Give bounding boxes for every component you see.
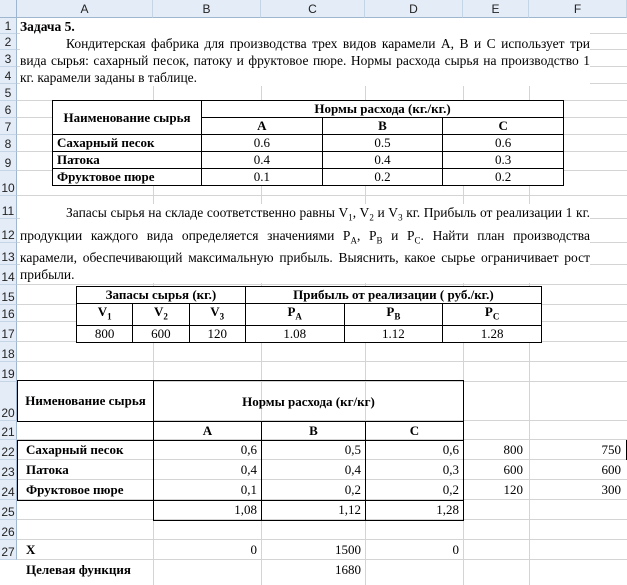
- task-text: [20, 18, 590, 86]
- row-header[interactable]: 1: [0, 18, 17, 34]
- sheet-cell[interactable]: 1,12: [338, 502, 361, 517]
- sheet-col-a: A: [202, 423, 213, 438]
- norms-row-name: Фруктовое пюре: [53, 169, 202, 186]
- row-header[interactable]: 17: [0, 322, 17, 342]
- task-title: Задача 5.: [20, 19, 75, 34]
- profit-col: $P_B$: [344, 304, 443, 326]
- sheet-cell[interactable]: 1,08: [234, 502, 257, 517]
- sheet-cell[interactable]: 0,2: [344, 482, 361, 497]
- sheet-cell[interactable]: 120: [503, 482, 523, 497]
- row-header[interactable]: 8: [0, 135, 17, 152]
- norms-value: 0.5: [322, 135, 443, 152]
- grid-line: [17, 539, 627, 540]
- sheet-cell[interactable]: 300: [601, 482, 621, 497]
- row-header[interactable]: 5: [0, 84, 17, 101]
- row-header[interactable]: 13: [0, 243, 17, 265]
- row-header[interactable]: 12: [0, 219, 17, 243]
- row-header[interactable]: 18: [0, 342, 17, 362]
- grid-line: [17, 284, 627, 285]
- row-header[interactable]: 15: [0, 285, 17, 305]
- norms-table-header: Нормы расхода (кг./кг.): [202, 101, 564, 118]
- norms-col-b: B: [322, 118, 443, 135]
- norms-value: 0.6: [202, 135, 323, 152]
- sheet-cell[interactable]: 1500: [335, 542, 361, 557]
- column-header-a[interactable]: A: [17, 0, 153, 18]
- goal-value[interactable]: 1680: [335, 562, 361, 577]
- row-header[interactable]: 23: [0, 460, 17, 480]
- column-header-e[interactable]: E: [463, 0, 529, 18]
- stock-value: 800: [77, 325, 133, 342]
- profit-col: $P_A$: [245, 304, 344, 326]
- sheet-cell[interactable]: 0: [250, 542, 257, 557]
- row-header[interactable]: 26: [0, 520, 17, 540]
- stock-value: 120: [189, 325, 245, 342]
- sheet-cell[interactable]: 750: [601, 442, 621, 457]
- row-header[interactable]: 11: [0, 196, 17, 219]
- select-all-corner[interactable]: [0, 0, 17, 18]
- stock-col: $V_1$: [77, 304, 133, 326]
- norms-row-name: Патока: [53, 152, 202, 169]
- row-header[interactable]: 27: [0, 540, 17, 560]
- sheet-cell[interactable]: 0,4: [344, 462, 361, 477]
- sheet-cell[interactable]: 0,1: [240, 482, 257, 497]
- sheet-cell[interactable]: 0,5: [344, 442, 361, 457]
- profit-value: 1.28: [443, 325, 542, 342]
- sheet-cell[interactable]: 0,6: [442, 442, 459, 457]
- row-header[interactable]: 16: [0, 305, 17, 322]
- sheet-norms-header: Нормы расхода (кг/кг): [242, 394, 375, 409]
- row-header[interactable]: 3: [0, 50, 17, 67]
- grid-line: [17, 195, 627, 196]
- norms-table-name-header: Наименование сырья: [53, 101, 202, 135]
- row-header[interactable]: 9: [0, 152, 17, 171]
- norms-value: 0.6: [443, 135, 564, 152]
- sheet-cell[interactable]: 0: [452, 542, 459, 557]
- profit-col: $P_C$: [443, 304, 542, 326]
- stock-value: 600: [133, 325, 189, 342]
- norms-col-c: C: [443, 118, 564, 135]
- row-header[interactable]: 19: [0, 362, 17, 382]
- norms-value: 0.4: [322, 152, 443, 169]
- column-header-f[interactable]: F: [529, 0, 627, 18]
- profit-value: 1.08: [245, 325, 344, 342]
- norms-value: 0.4: [202, 152, 323, 169]
- profit-header: Прибыль от реализации ( руб./кг.): [245, 287, 541, 304]
- grid-line: [17, 559, 627, 560]
- goal-label[interactable]: Целевая функция: [26, 562, 131, 577]
- row-header[interactable]: 21: [0, 421, 17, 440]
- grid-line: [17, 361, 627, 362]
- norms-row-name: Сахарный песок: [53, 135, 202, 152]
- row-header[interactable]: 20: [0, 382, 17, 421]
- sheet-cell[interactable]: 800: [503, 442, 523, 457]
- task-paragraph-2: Запасы сырья на складе соответственно равны $V_1$, $V_2$ и $V_3$ кг. Прибыль от реализации 1 кг. продукции каждого вида определяется значениями $P_A$, $P_B$ и $P_C$. Найти план производства карамели, обеспечивающий максимальную прибыль. Выяснить, какое сырье ограничивает рост прибыли.: [20, 205, 591, 283]
- norms-value: 0.2: [322, 169, 443, 186]
- row-header[interactable]: 7: [0, 118, 17, 135]
- sheet-cell[interactable]: 1,28: [436, 502, 459, 517]
- row-header[interactable]: 24: [0, 480, 17, 500]
- norms-value: 0.1: [202, 169, 323, 186]
- profit-value: 1.12: [344, 325, 443, 342]
- sheet-row-name[interactable]: Патока: [26, 462, 69, 477]
- norms-value: 0.3: [443, 152, 564, 169]
- sheet-col-b: B: [309, 423, 318, 438]
- row-header[interactable]: 2: [0, 34, 17, 50]
- column-header-d[interactable]: D: [365, 0, 463, 18]
- row-header[interactable]: 6: [0, 101, 17, 118]
- x-label[interactable]: X: [26, 542, 36, 557]
- row-header[interactable]: 10: [0, 171, 17, 196]
- norms-value: 0.2: [443, 169, 564, 186]
- row-header[interactable]: 25: [0, 500, 17, 520]
- stock-header: Запасы сырья (кг.): [77, 287, 246, 304]
- row-header[interactable]: 4: [0, 67, 17, 84]
- sheet-cell[interactable]: 0,4: [240, 462, 257, 477]
- sheet-cell[interactable]: 600: [601, 462, 621, 477]
- sheet-name-header: Нименование сырья: [25, 393, 146, 408]
- row-header[interactable]: 22: [0, 440, 17, 460]
- row-header[interactable]: 14: [0, 265, 17, 285]
- norms-col-a: A: [202, 118, 323, 135]
- stock-col: $V_3$: [189, 304, 245, 326]
- stock-col: $V_2$: [133, 304, 189, 326]
- sheet-cell[interactable]: 0,6: [240, 442, 257, 457]
- sheet-row-name[interactable]: Фруктовое пюре: [26, 482, 124, 497]
- stock-profit-table: [76, 286, 542, 343]
- sheet-col-c: C: [409, 423, 420, 438]
- task-paragraph-1: Кондитерская фабрика для производства трех видов карамели A, B и C использует три вида сырья: сахарный песок, патоку и фруктовое пюре. Нормы расхода сырья на производство 1 кг. карамели заданы в таблице.: [20, 36, 590, 85]
- column-header-b[interactable]: B: [153, 0, 261, 18]
- sheet-cell[interactable]: 0,2: [442, 482, 459, 497]
- column-header-c[interactable]: C: [261, 0, 365, 18]
- norms-table: [52, 100, 564, 186]
- sheet-cell[interactable]: 0,3: [442, 462, 459, 477]
- sheet-row-name[interactable]: Сахарный песок: [26, 442, 124, 457]
- sheet-cell[interactable]: 600: [503, 462, 523, 477]
